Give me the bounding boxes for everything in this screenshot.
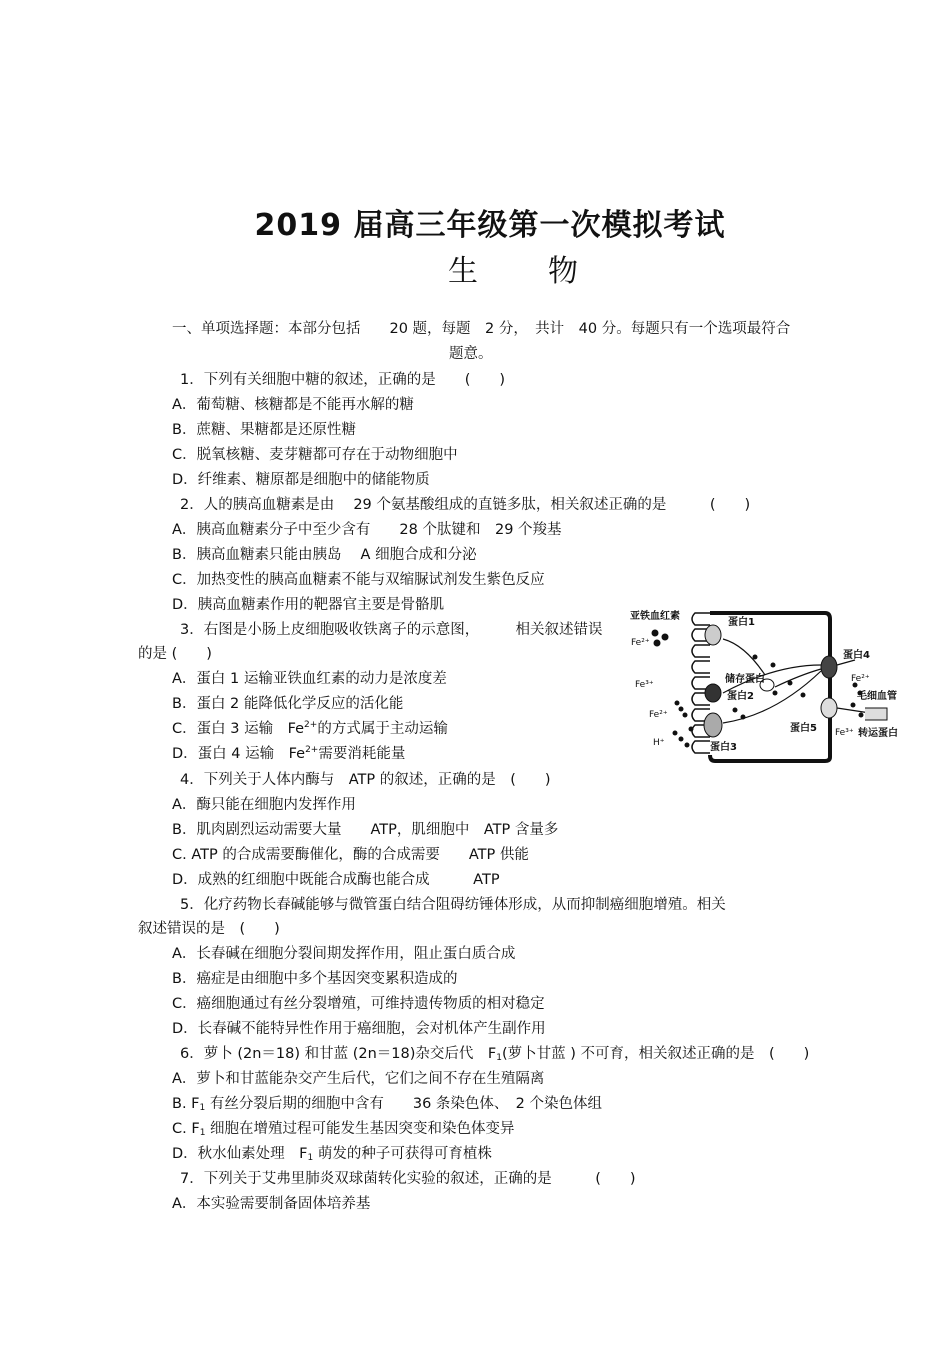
protein-1 bbox=[705, 625, 721, 645]
ion-label: Fe³⁺ bbox=[835, 728, 854, 738]
iron-absorption-diagram bbox=[625, 605, 910, 765]
label-heme: 亚铁血红素 bbox=[630, 611, 680, 622]
subject-title: 生 物 bbox=[448, 254, 578, 289]
option: D．成熟的红细胞中既能合成酶也能合成 ATP bbox=[172, 872, 500, 888]
question-7: 7．下列关于艾弗里肺炎双球菌转化实验的叙述，正确的是 ( ) bbox=[180, 1171, 636, 1187]
option: B. $F_1$ 有丝分裂后期的细胞中含有 36 条染色体、 2 个染色体组 bbox=[172, 1096, 603, 1113]
option: C. $F_1$ 细胞在增殖过程可能发生基因突变和染色体变异 bbox=[172, 1121, 515, 1138]
label-protein-5: 蛋白5 bbox=[790, 723, 817, 734]
ion-label: Fe²⁺ bbox=[631, 638, 650, 648]
option: C．蛋白 3 运输 $Fe^{2+}$的方式属于主动运输 bbox=[172, 720, 448, 737]
option: B．癌症是由细胞中多个基因突变累积造成的 bbox=[172, 971, 458, 987]
option: D．长春碱不能特异性作用于癌细胞，会对机体产生副作用 bbox=[172, 1021, 546, 1037]
option: C．癌细胞通过有丝分裂增殖，可维持遗传物质的相对稳定 bbox=[172, 996, 545, 1012]
option: A．蛋白 1 运输亚铁血红素的动力是浓度差 bbox=[172, 671, 447, 687]
option: A．葡萄糖、核糖都是不能再水解的糖 bbox=[172, 397, 414, 413]
option: D．纤维素、糖原都是细胞中的储能物质 bbox=[172, 472, 430, 488]
option: C. ATP 的合成需要酶催化，酶的合成需要 ATP 供能 bbox=[172, 847, 529, 863]
option: A．萝卜和甘蓝能杂交产生后代，它们之间不存在生殖隔离 bbox=[172, 1071, 545, 1087]
ion-label: Fe³⁺ bbox=[635, 680, 654, 690]
question-3-cont: 的是 ( ) bbox=[138, 646, 212, 662]
question-5-cont: 叙述错误的是 ( ) bbox=[138, 921, 280, 937]
option: C．加热变性的胰高血糖素不能与双缩脲试剂发生紫色反应 bbox=[172, 572, 545, 588]
option: D．胰高血糖素作用的靶器官主要是骨骼肌 bbox=[172, 597, 445, 613]
question-4: 4．下列关于人体内酶与 ATP 的叙述，正确的是 ( ) bbox=[180, 772, 551, 788]
option: B．肌肉剧烈运动需要大量 ATP，肌细胞中 ATP 含量多 bbox=[172, 822, 559, 838]
label-protein-3: 蛋白3 bbox=[710, 742, 737, 753]
section-instructions-cont: 题意。 bbox=[449, 346, 493, 362]
label-protein-1: 蛋白1 bbox=[728, 617, 755, 628]
ion-label: H⁺ bbox=[653, 738, 665, 748]
option: A．长春碱在细胞分裂间期发挥作用，阻止蛋白质合成 bbox=[172, 946, 516, 962]
option: C．脱氧核糖、麦芽糖都可存在于动物细胞中 bbox=[172, 447, 458, 463]
protein-5 bbox=[821, 698, 837, 718]
exam-title: 2019 届高三年级第一次模拟考试 bbox=[254, 208, 726, 243]
option: B．蔗糖、果糖都是还原性糖 bbox=[172, 422, 356, 438]
ion-label: Fe²⁺ bbox=[851, 674, 870, 684]
protein-2 bbox=[705, 684, 721, 702]
question-3: 3．右图是小肠上皮细胞吸收铁离子的示意图， 相关叙述错误 bbox=[180, 622, 603, 638]
label-capillary: 毛细血管 bbox=[857, 691, 897, 702]
option: A．胰高血糖素分子中至少含有 28 个肽键和 29 个羧基 bbox=[172, 522, 562, 538]
label-protein-4: 蛋白4 bbox=[843, 650, 870, 661]
option: B．蛋白 2 能降低化学反应的活化能 bbox=[172, 696, 404, 712]
option: D．蛋白 4 运输 $Fe^{2+}$需要消耗能量 bbox=[172, 745, 406, 762]
question-1: 1．下列有关细胞中糖的叙述，正确的是 ( ) bbox=[180, 372, 506, 388]
label-protein-2: 蛋白2 bbox=[727, 691, 754, 702]
question-2: 2．人的胰高血糖素是由 29 个氨基酸组成的直链多肽，相关叙述正确的是 ( ) bbox=[180, 497, 751, 513]
label-transport-protein: 转运蛋白 bbox=[858, 728, 898, 739]
option: B．胰高血糖素只能由胰岛 A 细胞合成和分泌 bbox=[172, 547, 477, 563]
question-5: 5．化疗药物长春碱能够与微管蛋白结合阻碍纺锤体形成，从而抑制癌细胞增殖。相关 bbox=[180, 897, 726, 913]
option: A．本实验需要制备固体培养基 bbox=[172, 1196, 371, 1212]
question-6: 6．萝卜 (2n＝18) 和甘蓝 (2n＝18)杂交后代 $F_1$(萝卜甘蓝 ) 不可育，相关叙述正确的是 ( ) bbox=[180, 1046, 810, 1063]
section-instructions: 一、单项选择题：本部分包括 20 题，每题 2 分， 共计 40 分。每题只有一个选项最符合 bbox=[172, 321, 791, 337]
protein-4 bbox=[821, 656, 837, 678]
protein-3 bbox=[704, 713, 722, 737]
ion-label: Fe²⁺ bbox=[649, 710, 668, 720]
option: A．酶只能在细胞内发挥作用 bbox=[172, 797, 356, 813]
option: D．秋水仙素处理 $F_1$ 萌发的种子可获得可育植株 bbox=[172, 1146, 492, 1163]
label-storage-protein: 储存蛋白 bbox=[725, 674, 765, 685]
